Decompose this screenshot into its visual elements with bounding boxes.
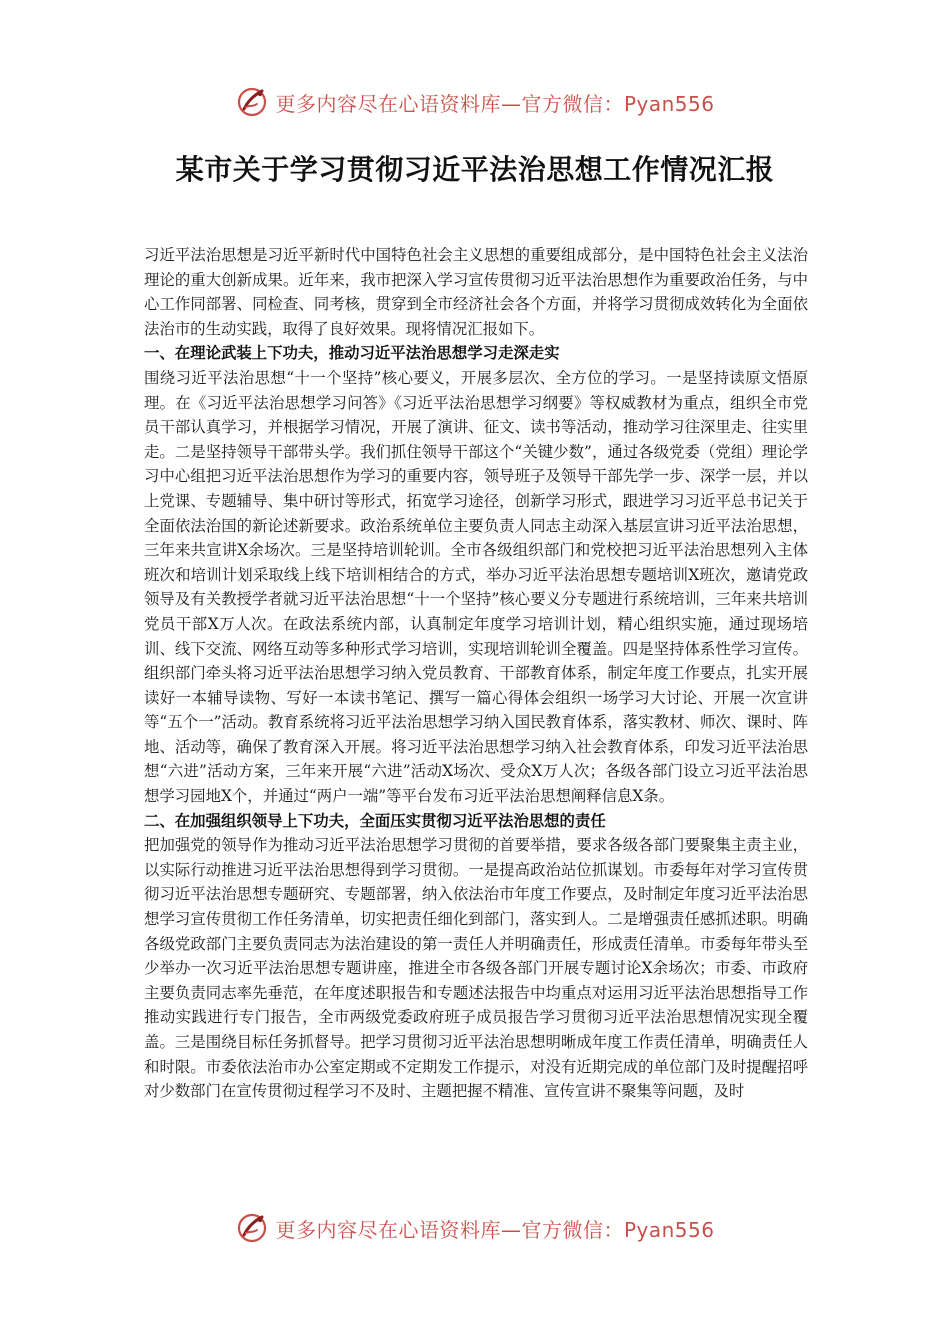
section-heading: 二、在加强组织领导上下功夫，全面压实贯彻习近平法治思想的责任 <box>144 811 606 830</box>
banner-text: 更多内容尽在心语资料库—官方微信：Pyan556 <box>275 91 715 116</box>
brush-mark-icon <box>235 85 269 119</box>
intro-paragraph: 习近平法治思想是习近平新时代中国特色社会主义思想的重要组成部分，是中国特色社会主义法治理论的重大创新成果。近年来，我市把深入学习宣传贯彻习近平法治思想作为重要政治任务，与中心工作同部署、同检查、同考核，贯穿到全市经济社会各个方面，并将学习贯彻成效转化为全面依法治市的生动实践，取得了良好效果。现将情况汇报如下。 <box>144 246 808 338</box>
document-body <box>144 243 808 1104</box>
section-1 <box>144 341 808 808</box>
brush-mark-icon <box>235 1211 269 1245</box>
section-body: 把加强党的领导作为推动习近平法治思想学习贯彻的首要举措，要求各级各部门要聚集主责主业，以实际行动推进习近平法治思想得到学习贯彻。一是提高政治站位抓谋划。市委每年对学习宣传贯彻习近平法治思想专题研究、专题部署，纳入依法治市年度工作要点，及时制定年度习近平法治思想学习宣传贯彻工作任务清单，切实把责任细化到部门，落实到人。二是增强责任感抓述职。明确各级党政部门主要负责同志为法治建设的第一责任人并明确责任，形成责任清单。市委每年带头至少举办一次习近平法治思想专题讲座，推进全市各级各部门开展专题讨论X余场次；市委、市政府主要负责同志率先垂范，在年度述职报告和专题述法报告中均重点对运用习近平法治思想指导工作推动实践进行专门报告，全市两级党委政府班子成员报告学习贯彻习近平法治思想情况实现全覆盖。三是围绕目标任务抓督导。把学习贯彻习近平法治思想明晰成年度工作责任清单，明确责任人和时限。市委依法治市办公室定期或不定期发工作提示，对没有近期完成的单位部门及时提醒招呼对少数部门在宣传贯彻过程学习不及时、主题把握不精准、宣传宣讲不聚集等问题，及时 <box>144 836 808 1101</box>
page-title: 某市关于学习贯彻习近平法治思想工作情况汇报 <box>175 153 775 186</box>
header-banner <box>0 82 950 122</box>
section-2 <box>144 809 808 1104</box>
section-heading: 一、在理论武装上下功夫，推动习近平法治思想学习走深走实 <box>144 344 560 363</box>
section-body: 围绕习近平法治思想“十一个坚持”核心要义，开展多层次、全方位的学习。一是坚持读原文悟原理。在《习近平法治思想学习问答》《习近平法治思想学习纲要》等权威教材为重点，组织全市党员干部认真学习，并根据学习情况，开展了演讲、征文、读书等活动，推动学习往深里走、往实里走。二是坚持领导干部带头学。我们抓住领导干部这个“关键少数”，通过各级党委（党组）理论学习中心组把习近平法治思想作为学习的重要内容，领导班子及领导干部先学一步、深学一层，并以上党课、专题辅导、集中研讨等形式，拓宽学习途径，创新学习形式，跟进学习习近平总书记关于全面依法治国的新论述新要求。政治系统单位主要负责人同志主动深入基层宣讲习近平法治思想，三年来共宣讲X余场次。三是坚持培训轮训。全市各级组织部门和党校把习近平法治思想列入主体班次和培训计划采取线上线下培训相结合的方式，举办习近平法治思想专题培训X班次，邀请党政领导及有关教授学者就习近平法治思想“十一个坚持”核心要义分专题进行系统培训，三年来共培训党员干部X万人次。在政法系统内部，认真制定年度学习培训计划，精心组织实施，通过现场培训、线下交流、网络互动等多种形式学习培训，实现培训轮训全覆盖。四是坚持体系性学习宣传。组织部门牵头将习近平法治思想学习纳入党员教育、干部教育体系，制定年度工作要点，扎实开展读好一本辅导读物、写好一本读书笔记、撰写一篇心得体会组织一场学习大讨论、开展一次宣讲等“五个一”活动。教育系统将习近平法治思想学习纳入国民教育体系，落实教材、师次、课时、阵地、活动等，确保了教育深入开展。将习近平法治思想学习纳入社会教育体系，印发习近平法治思想“六进”活动方案，三年来开展“六进”活动X场次、受众X万人次；各级各部门设立习近平法治思想学习园地X个，并通过“两户一端”等平台发布习近平法治思想阐释信息X条。 <box>144 368 808 806</box>
banner-text: 更多内容尽在心语资料库—官方微信：Pyan556 <box>275 1217 715 1242</box>
footer-banner <box>0 1208 950 1248</box>
